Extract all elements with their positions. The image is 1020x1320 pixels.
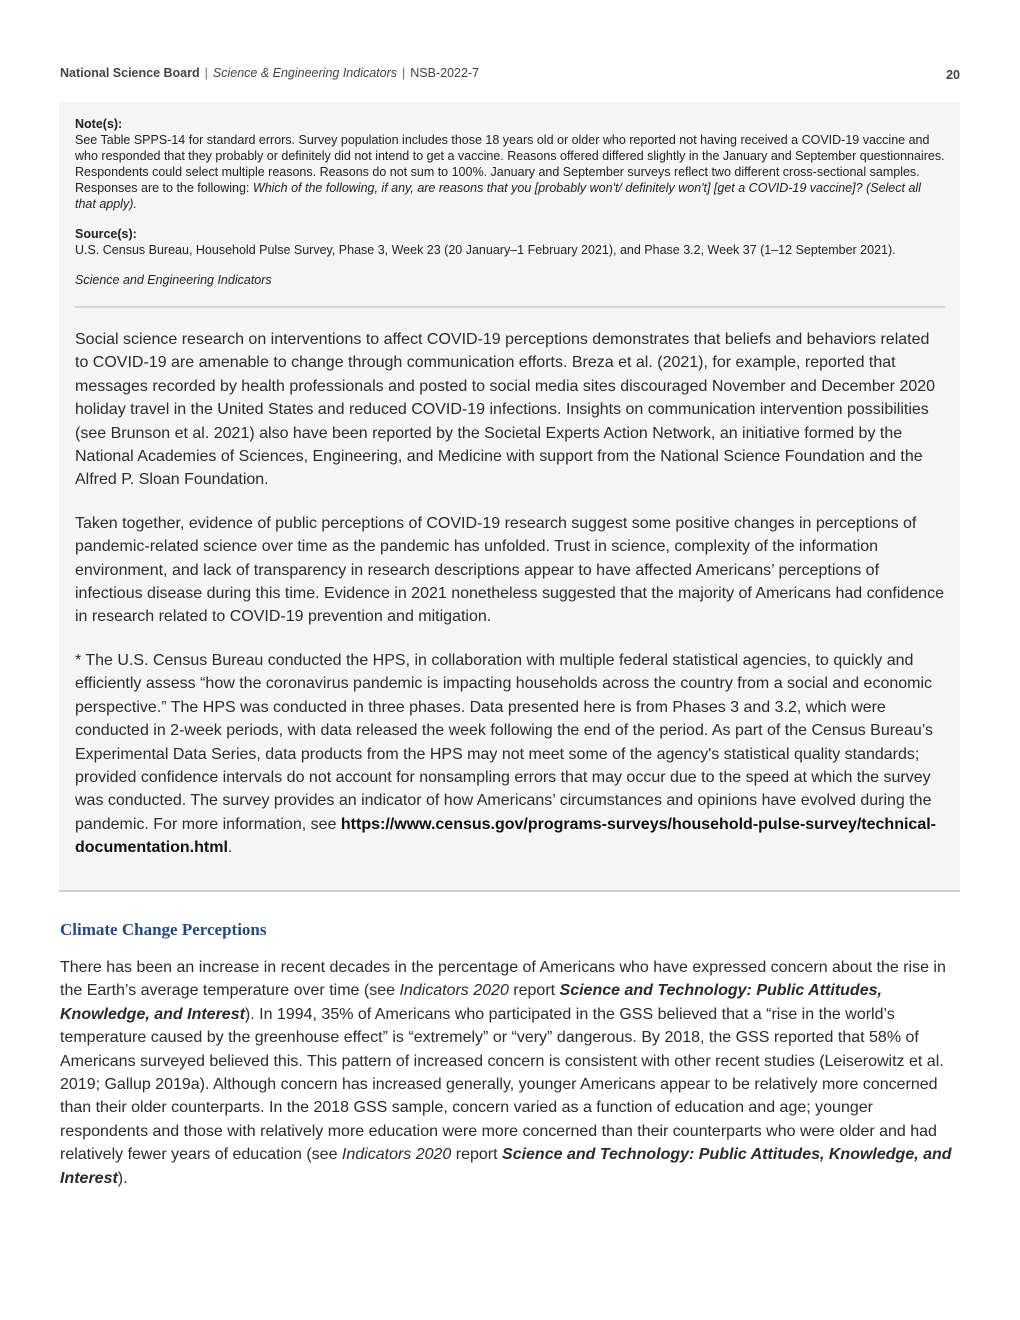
header-org: National Science Board [60,66,200,80]
notes-label: Note(s): [75,117,123,131]
header-separator: | [402,66,406,80]
indicators-ref-1: Indicators 2020 [399,982,509,1000]
report-title-2: Science and Technology: Public Attitudes, Knowledge, and Interest [60,1146,952,1187]
sources-label: Source(s): [75,227,137,241]
indicators-ref-2: Indicators 2020 [341,1146,452,1164]
climate-text-2: ). In 1994, 35% of Americans who participated in the GSS believed that a “rise in the world’s temperature caused by the greenhouse effect” is “extremely” or “very” dangerous. By 2018, the GSS reported that 58% of Americans surveyed believed this. This pattern of increased concern is consistent with other recent studies (Leiserowitz et al. 2019; Gallup 2019a). Although concern has increased generally, younger Americans appear to be relatively more concerned than their older counterparts. In the 2018 GSS sample, concern varied as a function of education and age; younger respondents and those with relatively more education were more concerned than their counterparts who were older and had relatively fewer years of education (see [60,1005,944,1164]
notes-text [75,132,945,212]
census-documentation-link[interactable]: https://www.census.gov/programs-surveys/household-pulse-survey/technical-documentation.html [75,815,936,857]
climate-text-1: There has been an increase in recent decades in the percentage of Americans who have expressed concern about the rise in the Earth’s average temperature over time (see [60,959,946,1000]
sei-label: Science and Engineering Indicators [75,273,272,287]
report-title-1: Science and Technology: Public Attitudes, Knowledge, and Interest [60,982,882,1023]
notes-body: See Table SPPS-14 for standard errors. Survey population includes those 18 years old or older who reported not having received a COVID-19 vaccine and who responded that they probably or definitely did not intend to get a vaccine. Reasons offered differed slightly in the January and September questionnaires. Respondents could select multiple reasons. Reasons do not sum to 100%. January and September surveys reflect two different cross-sectional samples. Responses are to the following: [75,133,945,195]
sidebar-box-content [75,116,945,880]
header-report-id: NSB-2022-7 [410,66,480,80]
box-paragraph-summary: Taken together, evidence of public perceptions of COVID-19 research suggest some positive changes in perceptions of pandemic-related science over time as the pandemic has unfolded. Trust in science, complexity of the information environment, and lack of transparency in research descriptions appear to have affected Americans’ perceptions of infectious disease during this time. Evidence in 2021 nonetheless suggested that the majority of Americans had confidence in research related to COVID-19 prevention and mitigation. [75,514,944,626]
header-separator: | [204,66,208,80]
climate-paragraph [60,956,962,1190]
box-paragraph-footnote [75,649,945,860]
sidebar-box [59,102,960,892]
footnote-end: . [227,839,233,857]
footnote-text: * The U.S. Census Bureau conducted the HPS, in collaboration with multiple federal statistical agencies, to quickly and efficiently assess “how the coronavirus pandemic is impacting households across the country from a social and economic perspective.” The HPS was conducted in three phases. Data presented here is from Phases 3 and 3.2, which were conducted in 2-week periods, with data released the week following the end of the period. As part of the Census Bureau’s Experimental Data Series, data products from the HPS may not meet some of the agency's statistical quality standards; provided confidence intervals do not account for nonsampling errors that may occur due to the speed at which the survey was conducted. The survey provides an indicator of how Americans’ circumstances and opinions have evolved during the pandemic. For more information, see [75,651,934,833]
box-paragraph-interventions: Social science research on interventions to affect COVID-19 perceptions demonstrates that beliefs and behaviors related to COVID-19 are amenable to change through communication efforts. Breza et al. (2021), for example, reported that messages recorded by health professionals and posted to social media sites discouraged November and December 2020 holiday travel in the United States and reduced COVID-19 infections. Insights on communication intervention possibilities (see Brunson et al. 2021) also have been reported by the Societal Experts Action Network, an initiative formed by the National Academies of Sciences, Engineering, and Medicine with support from the National Science Foundation and the Alfred P. Sloan Foundation. [75,331,936,489]
notes-question: Which of the following, if any, are reasons that you [probably won't/ definitely won't] [get a COVID-19 vaccine]? (Select all that apply). [75,181,921,211]
box-divider [75,306,945,308]
header-publication: Science & Engineering Indicators [212,66,398,80]
report-word-2: report [451,1146,503,1164]
page-header [60,66,960,80]
section-title: Climate Change Perceptions [60,920,267,939]
page-number: 20 [946,68,960,82]
climate-text-end: ). [117,1169,128,1187]
sources-text: U.S. Census Bureau, Household Pulse Survey, Phase 3, Week 23 (20 January–1 February 2021), and Phase 3.2, Week 37 (1–12 September 2021). [75,243,896,257]
report-word-1: report [508,982,560,1000]
